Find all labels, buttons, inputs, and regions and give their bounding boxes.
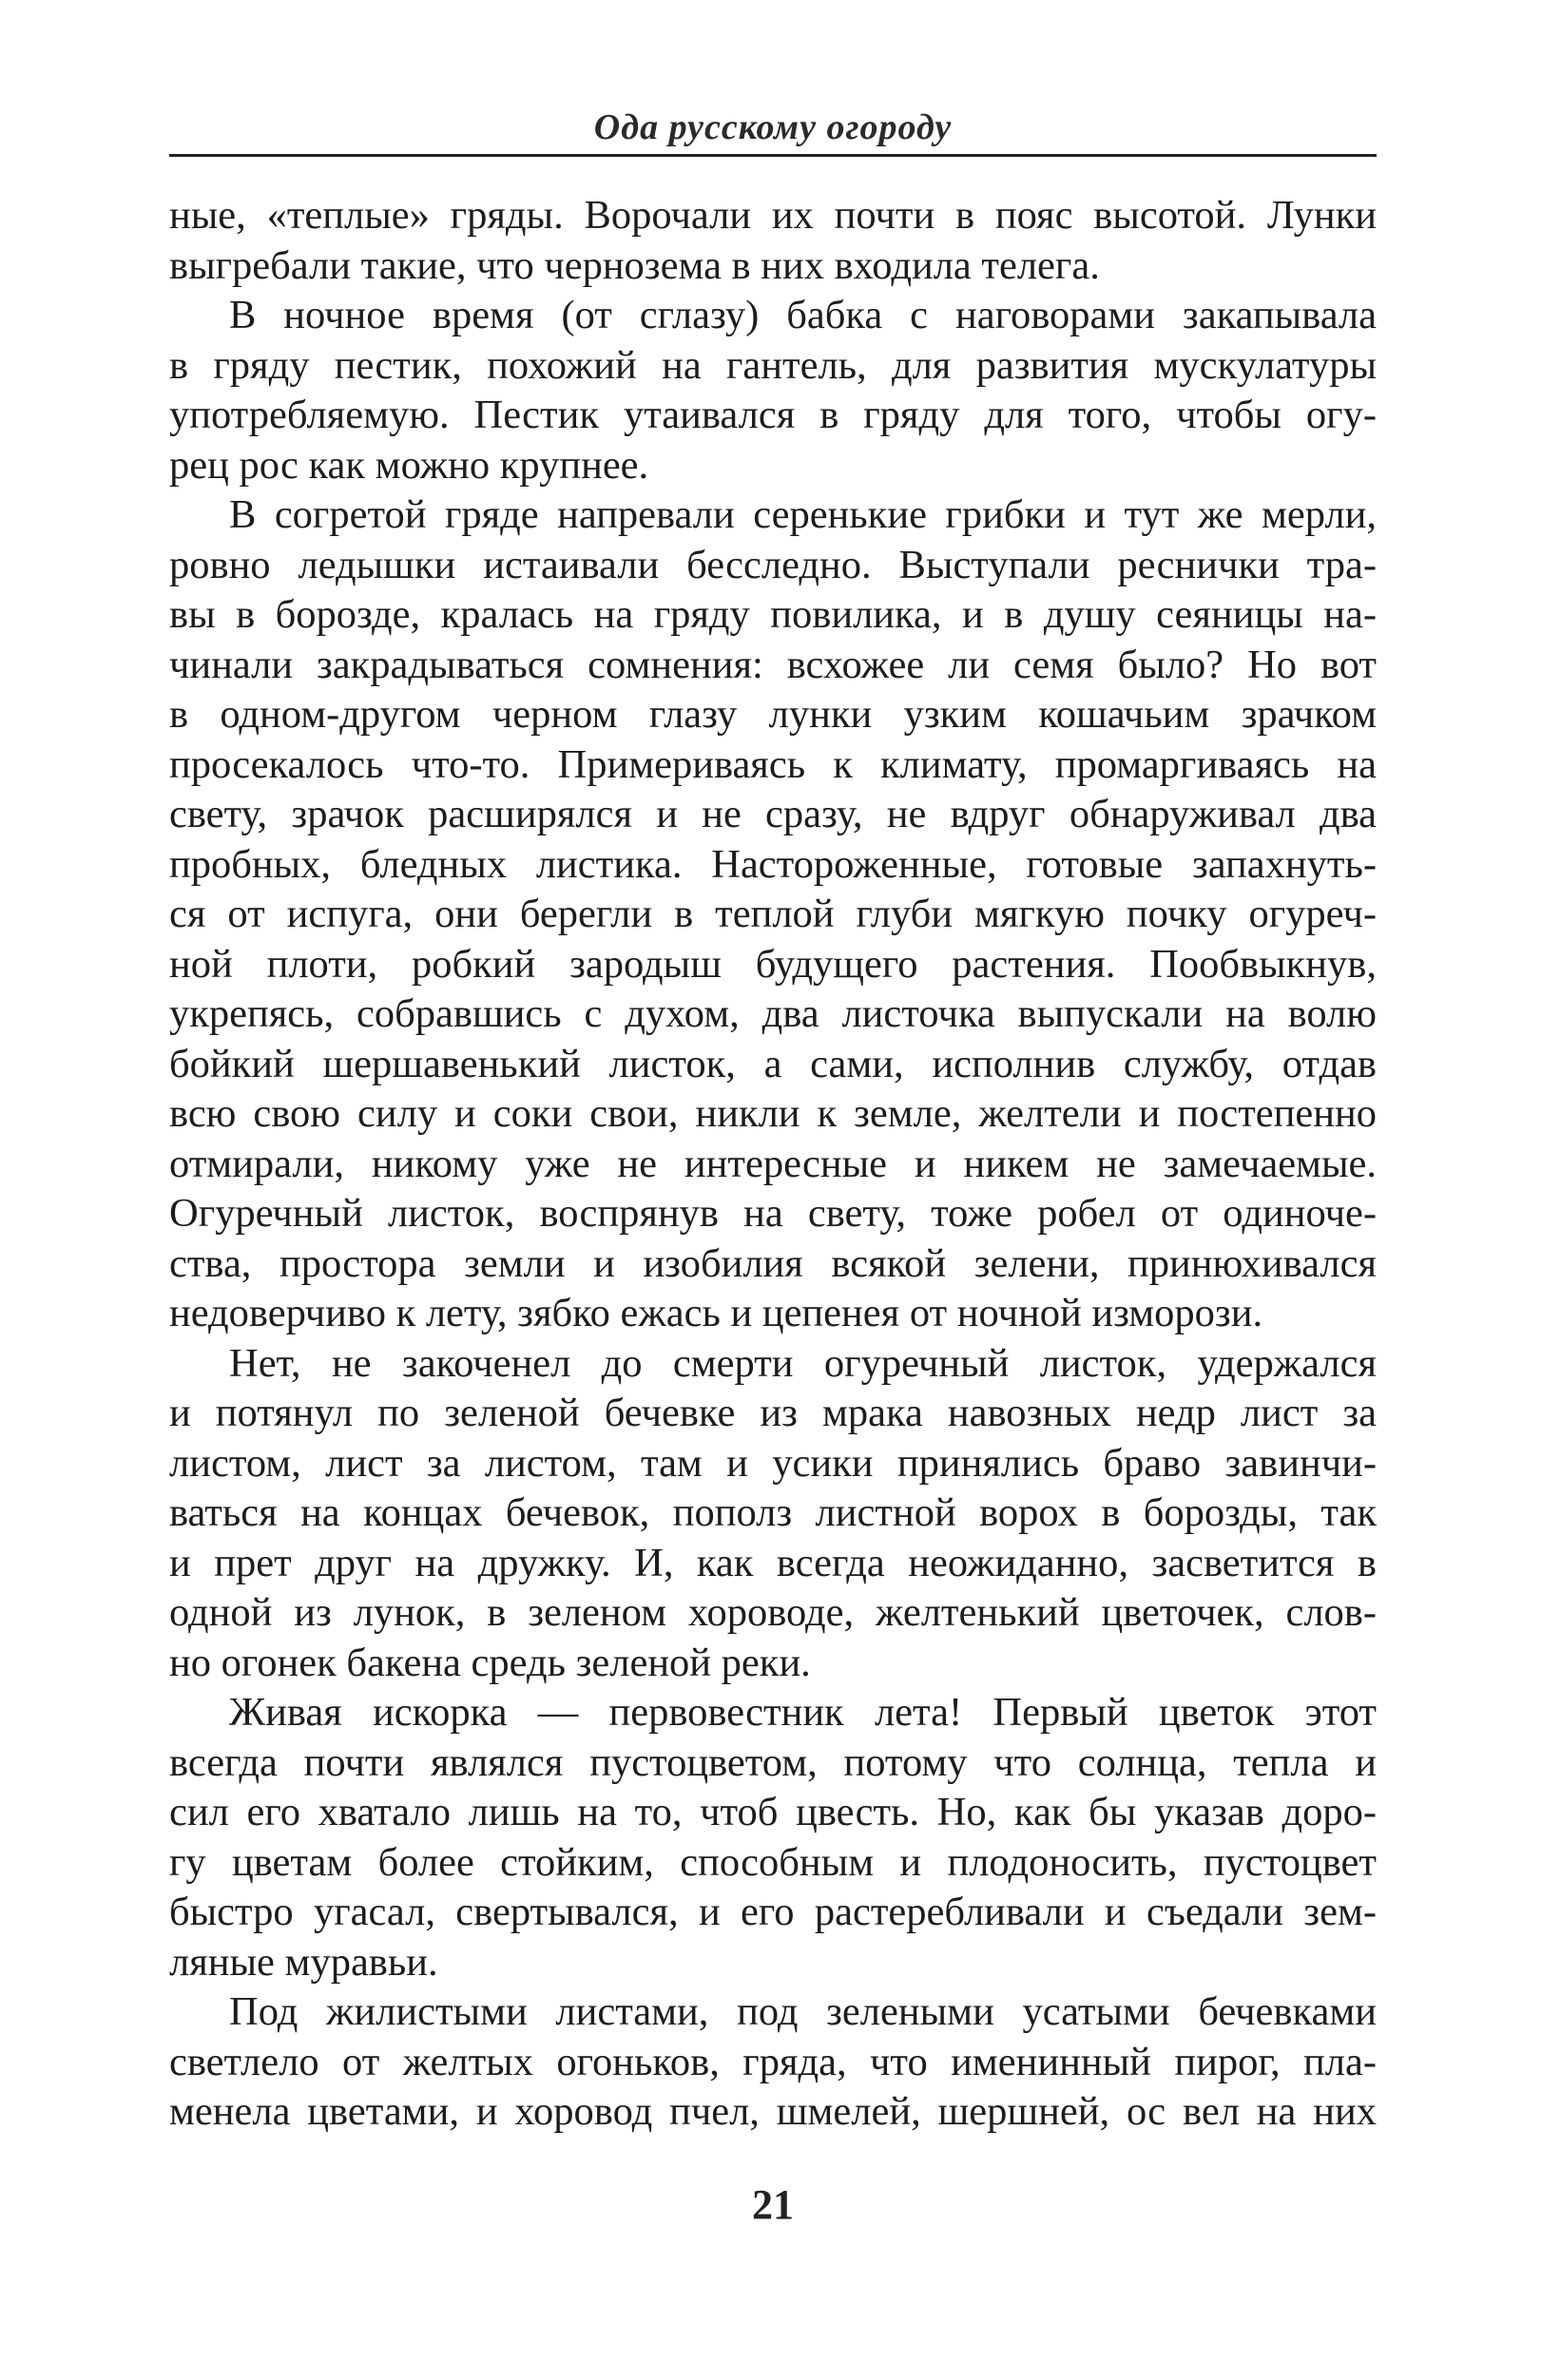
text-line: быстро угасал, свертывался, и его растеребливали и съедали зем-	[169, 1890, 1377, 1934]
text-line: сил его хватало лишь на то, чтоб цвесть. Но, как бы указав доро-	[169, 1790, 1377, 1834]
text-line: просекалось что-то. Примериваясь к климату, промаргиваясь на	[169, 741, 1377, 787]
text-line: ся от испуга, они берегли в теплой глуби мягкую почку огуреч-	[169, 892, 1377, 936]
header-rule	[169, 154, 1377, 157]
text-line: отмирали, никому уже не интересные и никем не замечаемые.	[169, 1141, 1377, 1186]
text-line: ваться на концах бечевок, пополз листной ворох в борозды, так	[169, 1490, 1377, 1535]
text-line: и потянул по зеленой бечевке из мрака навозных недр лист за	[169, 1391, 1377, 1435]
text-line: светлело от желтых огоньков, гряда, что именинный пирог, пла-	[169, 2039, 1377, 2084]
text-line: ной плоти, робкий зародыш будущего растения. Пообвыкнув,	[169, 941, 1377, 987]
text-line: и прет друг на дружку. И, как всегда неожиданно, засветится в	[169, 1540, 1377, 1585]
text-line: Огуречный листок, воспрянув на свету, тоже робел от одиноче-	[169, 1191, 1377, 1236]
text-line: гу цветам более стойким, способным и плодоносить, пустоцвет	[169, 1839, 1377, 1885]
text-line: ные, «теплые» гряды. Ворочали их почти в пояс высотой. Лунки	[169, 193, 1377, 238]
text-line: Под жилистыми листами, под зелеными усатыми бечевками	[229, 1989, 1377, 2034]
text-line: всегда почти являлся пустоцветом, потому что солнца, тепла и	[169, 1739, 1377, 1785]
text-line: пробных, бледных листика. Настороженные, готовые запахнуть-	[169, 841, 1377, 887]
text-line: в одном-другом черном глазу лунки узким кошачьим зрачком	[169, 692, 1377, 737]
text-line: Нет, не закоченел до смерти огуречный листок, удержался	[229, 1340, 1377, 1386]
text-line: ровно ледышки истаивали бесследно. Выступали реснички тра-	[169, 542, 1377, 587]
text-line: ляные муравьи.	[169, 1939, 438, 1985]
text-line: менела цветами, и хоровод пчел, шмелей, шершней, ос вел на них	[169, 2089, 1377, 2134]
text-line: В согретой гряде напревали серенькие грибки и тут же мерли,	[229, 492, 1377, 537]
text-line: свету, зрачок расширялся и не сразу, не вдруг обнаруживал два	[169, 792, 1377, 836]
text-line: в гряду пестик, похожий на гантель, для развития мускулатуры	[169, 342, 1377, 388]
text-line: Живая искорка — первовестник лета! Первый цветок этот	[229, 1690, 1377, 1735]
text-line: чинали закрадываться сомнения: всхожее ли семя было? Но вот	[169, 642, 1377, 687]
running-title: Ода русскому огороду	[593, 107, 953, 147]
text-line: укрепясь, собравшись с духом, два листочка выпускали на волю	[169, 991, 1377, 1036]
text-line: ства, простора земли и изобилия всякой зелени, принюхивался	[169, 1240, 1377, 1286]
text-line: выгребали такие, что чернозема в них входила телега.	[169, 242, 1100, 288]
text-line: В ночное время (от сглазу) бабка с наговорами закапывала	[229, 293, 1377, 337]
text-line: недоверчиво к лету, зябко ежась и цепенея от ночной изморози.	[169, 1291, 1263, 1335]
text-line: рец рос как можно крупнее.	[169, 442, 649, 488]
page-number: 21	[752, 2181, 794, 2228]
text-line: листом, лист за листом, там и усики принялись браво завинчи-	[169, 1440, 1377, 1486]
text-line: одной из лунок, в зеленом хороводе, желтенький цветочек, слов-	[169, 1590, 1377, 1635]
text-line: бойкий шершавенький листок, а сами, исполнив службу, отдав	[169, 1041, 1377, 1086]
text-line: но огонек бакена средь зеленой реки.	[169, 1640, 811, 1685]
text-line: вы в борозде, кралась на гряду повилика, и в душу сеяницы на-	[169, 592, 1377, 637]
text-line: употребляемую. Пестик утаивался в гряду для того, чтобы огу-	[169, 393, 1377, 437]
text-body	[169, 191, 1377, 2138]
text-line: всю свою силу и соки свои, никли к земле, желтели и постепенно	[169, 1091, 1377, 1136]
